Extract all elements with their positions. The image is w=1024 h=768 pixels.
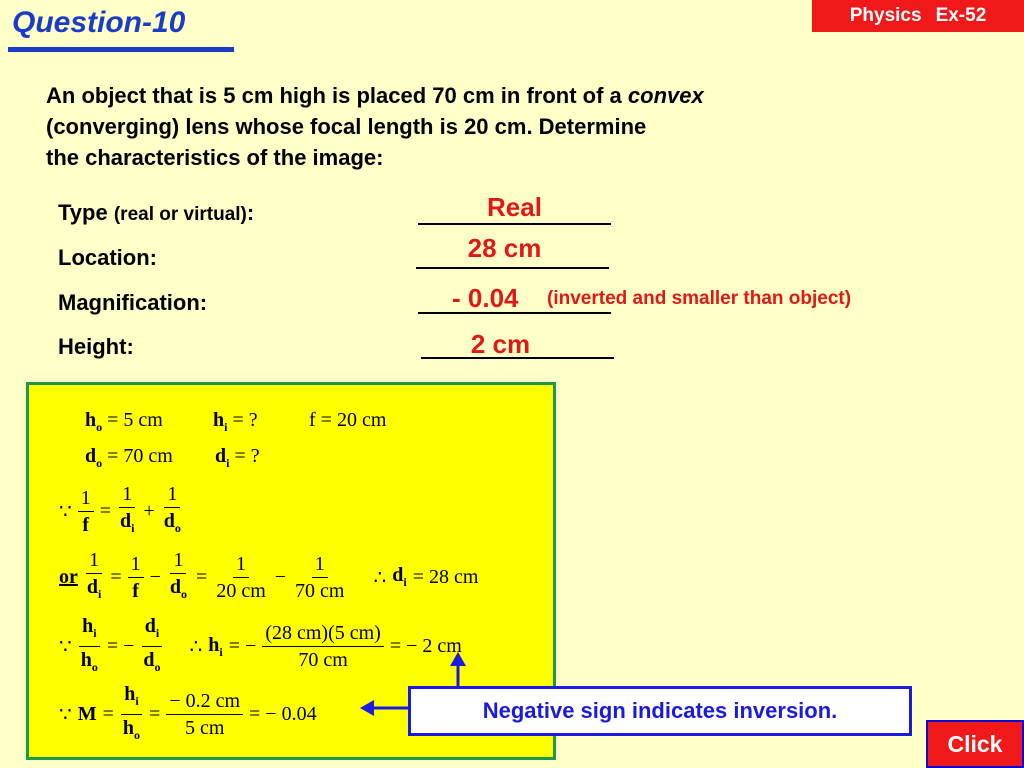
- arrow-up-to-height: [450, 652, 466, 686]
- therefore-symbol-2: ∴: [189, 636, 203, 658]
- type-answer: Real: [487, 192, 542, 222]
- magnification-equation: ∵ M = $\frac{h_i}{h_o}$ = $\frac{- 0.2 cm}{5 cm}$ = − 0.04: [59, 683, 317, 742]
- therefore-symbol-1: ∴: [373, 566, 387, 589]
- because-symbol-3: ∵: [59, 704, 72, 726]
- type-label-text: Type: [58, 200, 108, 225]
- location-label: Location:: [58, 245, 157, 270]
- given-f: f = 20 cm: [309, 409, 387, 431]
- hi-result: = − 2 cm: [389, 635, 462, 657]
- magnification-answer: - 0.04: [452, 283, 519, 313]
- tag-subject: Physics: [849, 5, 922, 26]
- rearranged-equation: or $\frac{1}{d_i}$ = $\frac{1}{f}$ − $\frac{1}{d_o}$ = $\frac{1}{20 cm}$ − $\frac{1}{70 cm}$ ∴ $d_i$ = 28 cm: [59, 549, 479, 602]
- given-ho: $h_o = 5$ cm: [85, 409, 163, 434]
- height-label: Height:: [58, 334, 134, 359]
- problem-line-1: An object that is 5 cm high is placed 70 cm in front of a: [46, 83, 628, 108]
- problem-line-2: (converging) lens whose focal length is 20 cm. Determine: [46, 114, 647, 139]
- magnification-note: (inverted and smaller than object): [547, 288, 852, 309]
- magnification-label: Magnification:: [58, 290, 208, 315]
- given-di: $d_i$ = ?: [215, 445, 260, 470]
- given-do: $d_o = 70$ cm: [85, 445, 173, 470]
- type-colon: :: [246, 200, 255, 225]
- because-symbol-1: ∵: [59, 500, 72, 523]
- arrow-left-to-m: [360, 700, 408, 716]
- type-hint: (real or virtual): [113, 204, 247, 225]
- height-equation: ∵ $\frac{h_i}{h_o}$ = − $\frac{d_i}{d_o}$ ∴ $h_i$ = − $\frac{(28 cm)(5 cm)}{70 cm}$ = − 2 cm: [59, 615, 462, 674]
- inversion-note: Negative sign indicates inversion.: [408, 686, 912, 736]
- location-answer: 28 cm: [467, 233, 542, 263]
- tag-number: Ex-52: [935, 5, 987, 26]
- because-symbol-2: ∵: [59, 636, 72, 658]
- m-result: = − 0.04: [249, 703, 317, 725]
- problem-convex: convex: [627, 83, 704, 108]
- or-label: or: [59, 565, 78, 588]
- lens-equation: ∵ $\frac{1}{f}$ = $\frac{1}{d_i}$ + $\frac{1}{d_o}$: [59, 483, 181, 536]
- page-title: Question-10: [12, 6, 186, 39]
- height-answer: 2 cm: [470, 329, 531, 359]
- problem-line-3: the characteristics of the image:: [46, 145, 384, 170]
- click-button[interactable]: Click: [926, 720, 1024, 768]
- di-result: = 28 cm: [412, 565, 479, 588]
- given-hi: $h_i$ = ?: [213, 409, 258, 434]
